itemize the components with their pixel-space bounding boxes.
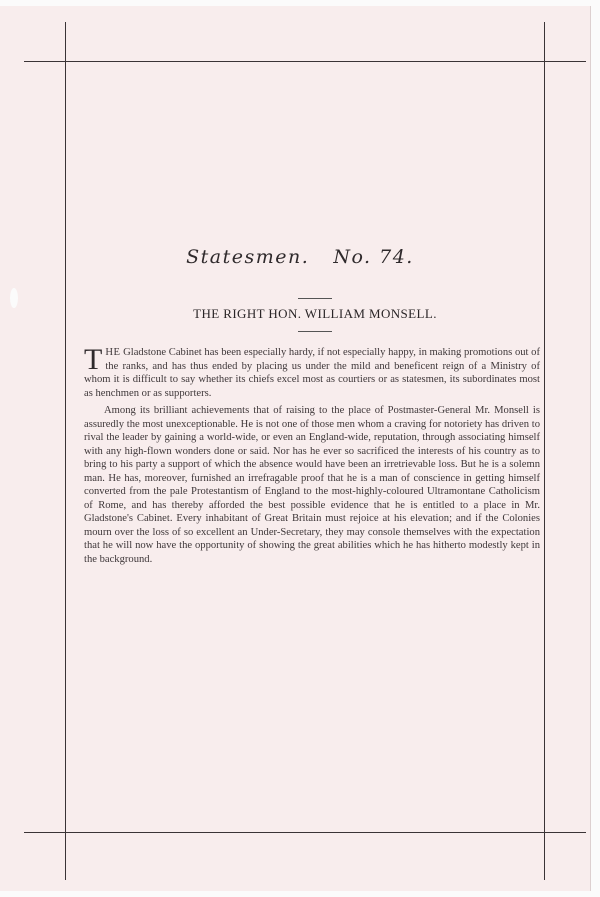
subject-title: THE RIGHT HON. WILLIAM MONSELL. <box>193 306 437 321</box>
lead-word: HE <box>105 347 121 358</box>
paper-notch <box>10 288 18 308</box>
series-number: No. 74. <box>333 246 414 268</box>
drop-cap: T <box>84 343 103 376</box>
series-title: Statesmen. <box>186 246 310 268</box>
series-heading <box>0 246 600 268</box>
heading-rule-top <box>298 298 332 299</box>
heading-rule-bottom <box>298 331 332 332</box>
paragraph-1-text: Gladstone Cabinet has been especially hardy, if not especially happy, in making promotions out of the ranks, and has thus ended by placing us under the mild and beneficent reign of a Ministry of whom it is difficult to say whether its chiefs excel most as courtiers or as statesmen, its subordinates most as henchmen or as supporters. <box>84 347 540 399</box>
article-body <box>84 343 540 570</box>
article-paragraph: Among its brilliant achievements that of raising to the place of Postmaster-General Mr. Monsell is assuredly the most unexceptionable. He is not one of those men whom a craving for notoriety has driven to rival the leader by gaining a world-wide, or even an England-wide, reputation, through associating himself with any high-flown wonders done or said. Nor has he ever so sacrificed the interests of his country as to bring to his party a support of which the absence would have been an irretrievable loss. But he is a solemn man. He has, moreover, furnished an irrefragable proof that he is a man of conscience in getting himself converted from the pale Protestantism of England to the most-highly-coloured Ultramontane Catholicism of Rome, and has thereby afforded the best possible evidence that he is entitled to a place in Mr. Gladstone's Cabinet. Every inhabitant of Great Britain must rejoice at his elevation; and if the Colonies mourn over the loss of so excellent an Under-Secretary, they may console themselves with the expectation that he will now have the opportunity of showing the great abilities which he has hitherto modestly kept in the background. <box>84 405 540 565</box>
frame-bottom-rule <box>24 832 586 833</box>
frame-left-rule <box>65 22 66 880</box>
article-paragraph <box>84 343 540 400</box>
frame-right-rule <box>544 22 545 880</box>
frame-top-rule <box>24 61 586 62</box>
